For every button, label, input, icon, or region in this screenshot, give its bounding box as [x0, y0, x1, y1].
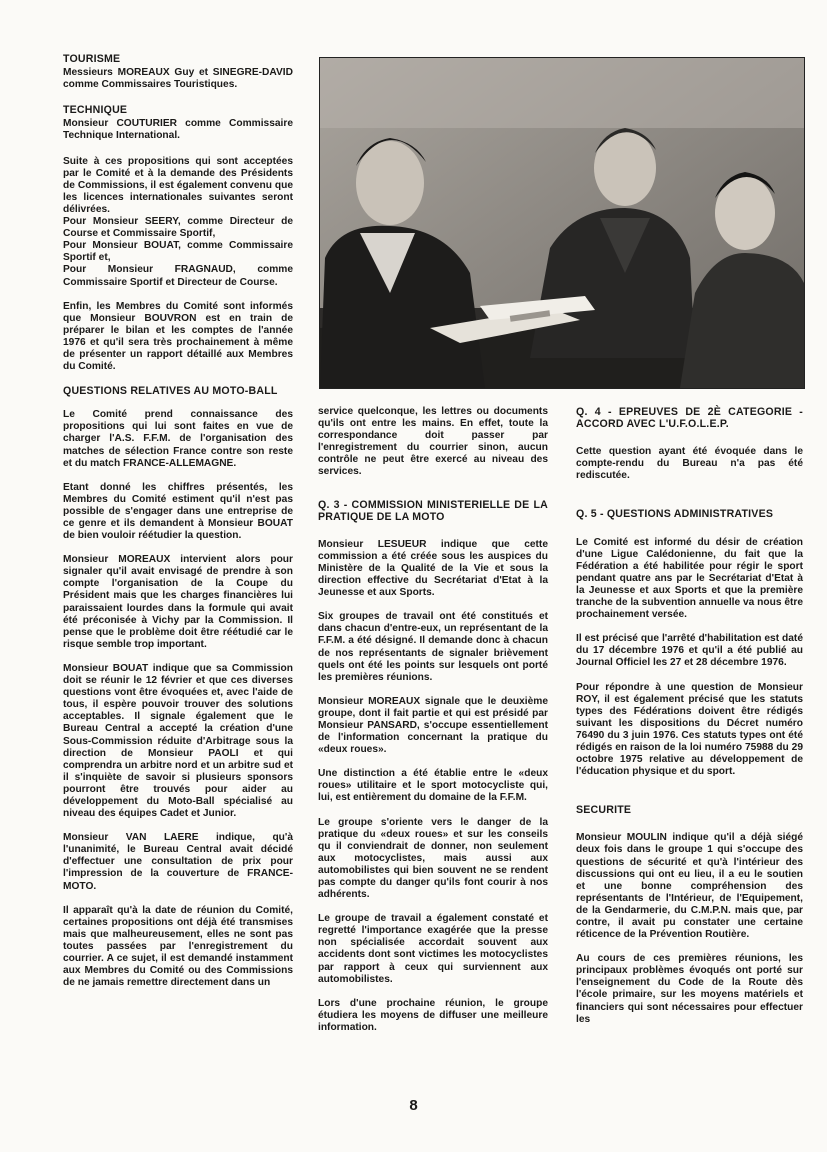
paragraph: Monsieur VAN LAERE indique, qu'à l'unanimité, le Bureau Central avait décidé d'effectuer une consultation de prix pour l'impression de la couverture de FRANCE-MOTO. — [63, 832, 293, 892]
paragraph — [63, 156, 293, 289]
paragraph: Le groupe de travail a également constaté et regretté l'importance exagérée que la presse non spécialisée accordait souvent aux accidents dont sont victimes les motocyclistes par rapport à ceux qui surviennent aux automobilistes. — [318, 913, 548, 985]
meeting-photo — [319, 57, 805, 389]
paragraph: Etant donné les chiffres présentés, les Membres du Comité estiment qu'il n'est pas possible de s'engager dans une entreprise de ce genre et ils demandent à Monsieur BOUAT de bien vouloir réétudier la question. — [63, 481, 293, 542]
licence-bouat: Pour Monsieur BOUAT, comme Commissaire Sportif et, — [63, 240, 293, 264]
paragraph: Le Comité prend connaissance des propositions qui lui sont faites en vue de charger l'A.S. F.F.M. de l'organisation des matches de sélection France contre son reste et du match FRANCE-ALLEMAGNE. — [63, 409, 293, 469]
tourisme-text: Messieurs MOREAUX Guy et SINEGRE-DAVID comme Commissaires Touristiques. — [63, 67, 293, 91]
paragraph: Pour répondre à une question de Monsieur ROY, il est également précisé que les statuts types des Fédérations doivent être rédigés suivant les dispositions du Décret numéro 76490 du 3 juin 1976. Ces statuts types ont été rédigés en raison de la loi numéro 75988 du 29 octobre 1975 relative au développement de l'éducation physique et du sport. — [576, 681, 803, 778]
licence-fragnaud: Pour Monsieur FRAGNAUD, comme Commissaire Sportif et Directeur de Course. — [63, 264, 293, 288]
section-tourisme — [63, 53, 293, 91]
paragraph: Il est précisé que l'arrêté d'habilitation est daté du 17 décembre 1976 et qu'il a été publié au Journal Officiel les 27 et 28 décembre 1976. — [576, 633, 803, 669]
column-left — [63, 53, 293, 1001]
paragraph: Monsieur BOUAT indique que sa Commission doit se réunir le 12 février et que ces diverses questions vont être évoquées et, avec l'aide de tous, il espère pouvoir trouver des solutions acceptables. Il signale également que le Bureau Central a accepté la création d'une Sous-Commission réduite d'Arbitrage sous la direction de Monsieur PAOLI et qui comprendra un arbitre nord et un arbitre sud et il s'inquiète de savoir si plusieurs sponsors pourront être trouvés pour aider au développement du Moto-Ball spécialisé au niveau des équipes Cadet et Junior. — [63, 662, 293, 820]
paragraph: service quelconque, les lettres ou documents qu'ils ont entre les mains. En effet, toute la correspondance doit passer par l'enregistrement du courrier sinon, aucun contrôle ne peut être exercé au niveau des services. — [318, 406, 548, 478]
paragraph: Le Comité est informé du désir de création d'une Ligue Calédonienne, du fait que la Fédération a été habilitée pour régir le sport pendant quatre ans par le Secrétariat d'Etat à la Jeunesse et aux Sports et que la première tranche de la subvention annuelle va nous être prochainement versée. — [576, 536, 804, 621]
paragraph: Il apparaît qu'à la date de réunion du Comité, certaines propositions ont déjà été transmises mais que malheureusement, elles ne sont pas toutes passées par l'enregistrement du courrier. A ce sujet, il est demandé instamment aux Membres du Comité ou des Commissions de ne jamais remettre directement dans un — [63, 904, 293, 989]
q4-heading: Q. 4 - EPREUVES DE 2È CATEGORIE - ACCORD AVEC L'U.F.O.L.E.P. — [576, 406, 803, 431]
paragraph: Cette question ayant été évoquée dans le compte-rendu du Bureau n'a pas été rediscutée. — [576, 446, 803, 482]
paragraph: Monsieur MOULIN indique qu'il a déjà siégé deux fois dans le groupe 1 qui s'occupe des questions de sécurité et qu'à l'intérieur des discussions qui ont eu lieu, il a eu le soutien et une bonne compréhension des représentants de l'Intérieur, de l'Equipement, de la Gendarmerie, du C.M.P.N. mais que, par contre, il avait pu constater une certaine réticence de la Prévention Routière. — [576, 832, 803, 941]
paragraph: Le groupe s'oriente vers le danger de la pratique du «deux roues» et sur les conseils qu il conviendrait de donner, non seulement aux motocyclistes, mais aussi aux automobilistes qui bien souvent ne se rendent pas compte du danger qu'ils font courir à nos adhérents. — [318, 816, 548, 901]
paragraph: Monsieur LESUEUR indique que cette commission a été créée sous les auspices du Ministère de la Qualité de la Vie et sous la direction effective du Secrétariat d'Etat à la Jeunesse et aux Sports. — [318, 538, 548, 599]
motoball-heading: QUESTIONS RELATIVES AU MOTO-BALL — [63, 385, 278, 398]
paragraph: Six groupes de travail ont été constitués et dans chacun d'entre-eux, un représentant de la F.F.M. a été désigné. Il demande donc à chacun de nos représentants de signaler brièvement quels ont été les points sur lesquels ont porté les premières réunions. — [318, 611, 548, 683]
licence-seery: Pour Monsieur SEERY, comme Directeur de Course et Commissaire Sportif, — [63, 216, 293, 240]
tourisme-heading: TOURISME — [63, 53, 121, 65]
technique-heading: TECHNIQUE — [63, 104, 128, 117]
paragraph: Une distinction a été établie entre le «deux roues» utilitaire et le sport motocycliste qui, lui, est entièrement du domaine de la F.F.M. — [318, 768, 548, 804]
column-right — [576, 406, 803, 1038]
securite-heading: SECURITE — [576, 804, 632, 817]
column-middle — [318, 406, 548, 1046]
page-number: 8 — [409, 1097, 418, 1114]
technique-text: Monsieur COUTURIER comme Commissaire Technique International. — [63, 118, 293, 142]
paragraph: Monsieur MOREAUX signale que le deuxième groupe, dont il fait partie et qui est présidé par Monsieur PANSARD, s'occupe essentiellement de l'information concernant la pratique du «deux roues». — [318, 695, 548, 756]
paragraph: Monsieur MOREAUX intervient alors pour signaler qu'il avait envisagé de prendre à son compte l'organisation de la Coupe du Président mais que les charges financières lui paraissaient lourdes dans la formule qui avait été préconisée à Vichy par la Commission. Il pense que le problème doit être réétudié car le risque semble trop important. — [63, 554, 293, 650]
meeting-photo-image — [320, 58, 804, 388]
licences-text: Suite à ces propositions qui sont acceptées par le Comité et à la demande des Présidents de Commissions, il est également convenu que les licences internationales suivantes seront délivrées. — [63, 155, 293, 215]
paragraph: Lors d'une prochaine réunion, le groupe étudiera les moyens de diffuser une meilleure information. — [318, 997, 548, 1033]
q5-heading: Q. 5 - QUESTIONS ADMINISTRATIVES — [576, 508, 774, 521]
paragraph: Enfin, les Membres du Comité sont informés que Monsieur BOUVRON est en train de préparer le bilan et les comptes de l'année 1976 et qu'il sera très prochainement à même de présenter un rapport détaillé aux Membres du Comité. — [63, 300, 293, 373]
paragraph: Au cours de ces premières réunions, les principaux problèmes évoqués ont porté sur l'enseignement du Code de la Route dès l'école primaire, sur les moyens matériels et financiers qui sont nécessaires pour effectuer les — [576, 953, 803, 1025]
q3-heading: Q. 3 - COMMISSION MINISTERIELLE DE LA PRATIQUE DE LA MOTO — [318, 498, 548, 523]
section-technique — [63, 104, 293, 142]
